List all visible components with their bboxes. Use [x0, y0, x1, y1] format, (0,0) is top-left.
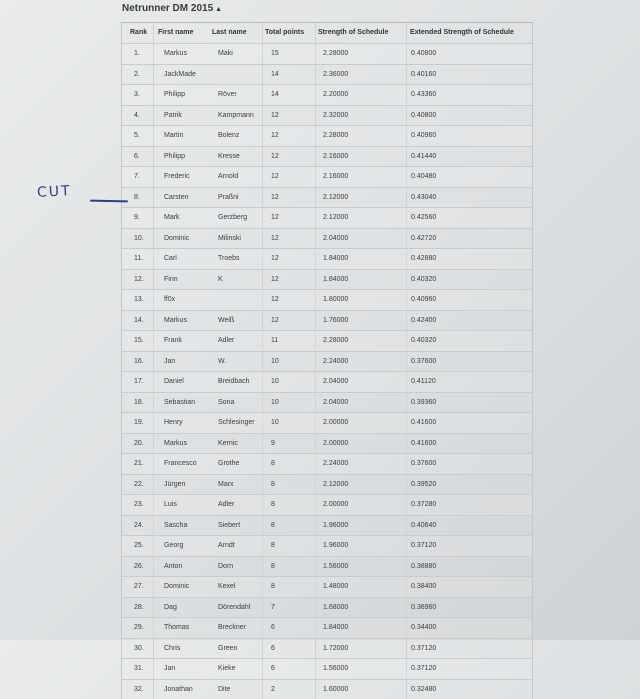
cell-first-name: Philipp	[164, 91, 185, 98]
cell-first-name: Georg	[164, 542, 183, 549]
cell-total-points: 8	[271, 481, 275, 488]
cell-extended-strength: 0.43040	[411, 194, 436, 201]
cell-total-points: 7	[271, 604, 275, 611]
table-row	[122, 638, 532, 659]
cell-first-name: Markus	[164, 317, 187, 324]
cell-extended-strength: 0.37120	[411, 645, 436, 652]
cell-last-name: Kernic	[218, 440, 238, 447]
cell-rank: 10.	[134, 235, 144, 242]
table-row	[122, 515, 532, 536]
cell-extended-strength: 0.40160	[411, 71, 436, 78]
cell-rank: 13.	[134, 296, 144, 303]
cell-first-name: Jan	[164, 665, 175, 672]
cell-total-points: 8	[271, 460, 275, 467]
cell-rank: 6.	[134, 153, 140, 160]
cell-rank: 1.	[134, 50, 140, 57]
cell-rank: 9.	[134, 214, 140, 221]
cell-strength-of-schedule: 2.24000	[323, 460, 348, 467]
table-row	[122, 453, 532, 474]
cell-rank: 18.	[134, 399, 144, 406]
cell-last-name: Kieke	[218, 665, 236, 672]
cell-total-points: 10	[271, 399, 279, 406]
cell-extended-strength: 0.42720	[411, 235, 436, 242]
cell-first-name: Dominic	[164, 583, 189, 590]
handwritten-cut-note: CUT	[37, 183, 72, 201]
cell-extended-strength: 0.36960	[411, 604, 436, 611]
cell-strength-of-schedule: 2.00000	[323, 440, 348, 447]
cell-extended-strength: 0.41600	[411, 440, 436, 447]
cell-strength-of-schedule: 1.84000	[323, 255, 348, 262]
cell-last-name: Dorn	[218, 563, 233, 570]
cell-strength-of-schedule: 1.96000	[323, 522, 348, 529]
table-row	[122, 187, 532, 208]
cell-extended-strength: 0.37600	[411, 460, 436, 467]
cell-extended-strength: 0.40640	[411, 522, 436, 529]
cell-rank: 14.	[134, 317, 144, 324]
cell-first-name: Dominic	[164, 235, 189, 242]
cell-total-points: 12	[271, 276, 279, 283]
cell-first-name: Markus	[164, 50, 187, 57]
table-row	[122, 84, 532, 105]
title-text: Netrunner DM 2015	[122, 3, 213, 14]
cell-strength-of-schedule: 2.00000	[323, 501, 348, 508]
cell-extended-strength: 0.37120	[411, 542, 436, 549]
cell-total-points: 12	[271, 194, 279, 201]
cell-extended-strength: 0.42880	[411, 255, 436, 262]
cell-rank: 24.	[134, 522, 144, 529]
cell-rank: 27.	[134, 583, 144, 590]
cell-total-points: 6	[271, 624, 275, 631]
cell-strength-of-schedule: 2.04000	[323, 399, 348, 406]
cell-strength-of-schedule: 1.56000	[323, 665, 348, 672]
cell-strength-of-schedule: 2.12000	[323, 194, 348, 201]
cell-total-points: 12	[271, 173, 279, 180]
cell-last-name: Dörendahl	[218, 604, 250, 611]
handwritten-arrow-line	[90, 200, 128, 203]
cell-last-name: Arnold	[218, 173, 238, 180]
cell-total-points: 11	[271, 337, 278, 344]
cell-extended-strength: 0.40800	[411, 50, 436, 57]
table-row	[122, 597, 532, 618]
cell-strength-of-schedule: 2.04000	[323, 235, 348, 242]
cell-last-name: Milinski	[218, 235, 241, 242]
cell-first-name: Jan	[164, 358, 175, 365]
cell-last-name: Grothe	[218, 460, 239, 467]
cell-first-name: Dag	[164, 604, 177, 611]
cell-rank: 5.	[134, 132, 140, 139]
cell-total-points: 8	[271, 501, 275, 508]
header-last-name: Last name	[212, 29, 247, 36]
cell-first-name: Mark	[164, 214, 180, 221]
cell-first-name: Luis	[164, 501, 177, 508]
cell-rank: 8.	[134, 194, 140, 201]
cell-strength-of-schedule: 1.72000	[323, 645, 348, 652]
cell-extended-strength: 0.39520	[411, 481, 436, 488]
cell-strength-of-schedule: 1.76000	[323, 317, 348, 324]
cell-extended-strength: 0.41600	[411, 419, 436, 426]
cell-strength-of-schedule: 2.12000	[323, 214, 348, 221]
cell-rank: 21.	[134, 460, 144, 467]
table-row	[122, 433, 532, 454]
cell-total-points: 12	[271, 317, 279, 324]
cell-rank: 20.	[134, 440, 144, 447]
cell-strength-of-schedule: 1.80000	[323, 296, 348, 303]
cell-last-name: Praßni	[218, 194, 239, 201]
cell-rank: 11.	[134, 255, 143, 262]
cell-first-name: Finn	[164, 276, 178, 283]
cell-strength-of-schedule: 2.12000	[323, 481, 348, 488]
cell-total-points: 6	[271, 665, 275, 672]
cell-last-name: Marx	[218, 481, 234, 488]
cell-total-points: 10	[271, 419, 279, 426]
table-row	[122, 617, 532, 638]
cell-total-points: 8	[271, 542, 275, 549]
table-row	[122, 535, 532, 556]
cell-total-points: 12	[271, 235, 279, 242]
cell-rank: 29.	[134, 624, 144, 631]
table-row	[122, 146, 532, 167]
table-row	[122, 494, 532, 515]
cell-last-name: Breckner	[218, 624, 246, 631]
cell-extended-strength: 0.37600	[411, 358, 436, 365]
cell-total-points: 6	[271, 645, 275, 652]
cell-extended-strength: 0.37120	[411, 665, 436, 672]
cell-total-points: 8	[271, 583, 275, 590]
cell-total-points: 12	[271, 153, 279, 160]
cell-total-points: 14	[271, 91, 279, 98]
cell-strength-of-schedule: 1.84000	[323, 624, 348, 631]
header-first-name: First name	[158, 29, 193, 36]
cell-last-name: Dite	[218, 686, 230, 693]
header-strength-of-schedule: Strength of Schedule	[318, 29, 388, 36]
cell-last-name: Kampmann	[218, 112, 254, 119]
header-total-points: Total points	[265, 29, 304, 36]
cell-last-name: Troebs	[218, 255, 240, 262]
cell-total-points: 8	[271, 522, 275, 529]
cell-rank: 25.	[134, 542, 144, 549]
cell-first-name: Jürgen	[164, 481, 185, 488]
cell-last-name: Kresse	[218, 153, 240, 160]
cell-rank: 31.	[134, 665, 144, 672]
cell-strength-of-schedule: 2.24000	[323, 358, 348, 365]
cell-strength-of-schedule: 1.84000	[323, 276, 348, 283]
cell-rank: 30.	[134, 645, 144, 652]
cell-extended-strength: 0.40320	[411, 337, 436, 344]
cell-strength-of-schedule: 2.00000	[323, 419, 348, 426]
table-row	[122, 412, 532, 433]
table-row	[122, 474, 532, 495]
cell-last-name: Röver	[218, 91, 237, 98]
cell-first-name: Martin	[164, 132, 183, 139]
cell-total-points: 12	[271, 214, 279, 221]
table-row	[122, 310, 532, 331]
cell-total-points: 15	[271, 50, 279, 57]
cell-first-name: Carsten	[164, 194, 189, 201]
cell-strength-of-schedule: 2.28000	[323, 132, 348, 139]
cell-first-name: Sebastian	[164, 399, 195, 406]
table-row	[122, 269, 532, 290]
header-rank: Rank	[130, 29, 147, 36]
cell-rank: 7.	[134, 173, 140, 180]
table-row	[122, 207, 532, 228]
table-row	[122, 556, 532, 577]
cell-strength-of-schedule: 2.28000	[323, 50, 348, 57]
cell-rank: 26.	[134, 563, 144, 570]
cell-first-name: Frederic	[164, 173, 190, 180]
cell-extended-strength: 0.39360	[411, 399, 436, 406]
table-row	[122, 392, 532, 413]
cell-last-name: Siebert	[218, 522, 240, 529]
cell-total-points: 2	[271, 686, 275, 693]
table-row	[122, 351, 532, 372]
cell-first-name: Jonathan	[164, 686, 193, 693]
cell-total-points: 10	[271, 378, 279, 385]
page-title	[122, 3, 222, 14]
cell-rank: 2.	[134, 71, 140, 78]
table-header-row	[122, 23, 532, 43]
cell-extended-strength: 0.40800	[411, 112, 436, 119]
cell-first-name: Frank	[164, 337, 182, 344]
cell-rank: 28.	[134, 604, 144, 611]
cell-last-name: Adler	[218, 337, 234, 344]
cell-strength-of-schedule: 2.28000	[323, 337, 348, 344]
cell-extended-strength: 0.40960	[411, 296, 436, 303]
cell-total-points: 8	[271, 563, 275, 570]
cell-strength-of-schedule: 1.96000	[323, 542, 348, 549]
cell-last-name: Sona	[218, 399, 234, 406]
cell-last-name: Arndt	[218, 542, 235, 549]
table-row	[122, 679, 532, 699]
table-row	[122, 105, 532, 126]
header-extended-strength: Extended Strength of Schedule	[410, 29, 514, 36]
cell-first-name: ff0x	[164, 296, 175, 303]
cell-first-name: JackMade	[164, 71, 196, 78]
cell-first-name: Francesco	[164, 460, 197, 467]
cell-rank: 17.	[134, 378, 144, 385]
cell-strength-of-schedule: 1.56000	[323, 563, 348, 570]
cell-extended-strength: 0.42560	[411, 214, 436, 221]
cell-strength-of-schedule: 1.60000	[323, 686, 348, 693]
cell-strength-of-schedule: 1.68000	[323, 604, 348, 611]
cell-first-name: Carl	[164, 255, 177, 262]
cell-rank: 23.	[134, 501, 144, 508]
standings-table	[121, 22, 533, 699]
cell-rank: 16.	[134, 358, 144, 365]
cell-last-name: Kexel	[218, 583, 236, 590]
table-row	[122, 43, 532, 64]
cell-extended-strength: 0.40960	[411, 132, 436, 139]
table-row	[122, 658, 532, 679]
cell-last-name: Green	[218, 645, 237, 652]
cell-first-name: Chris	[164, 645, 180, 652]
cell-total-points: 12	[271, 112, 279, 119]
table-row	[122, 371, 532, 392]
cell-strength-of-schedule: 2.16000	[323, 173, 348, 180]
cell-first-name: Henry	[164, 419, 183, 426]
cell-rank: 4.	[134, 112, 140, 119]
cell-extended-strength: 0.38400	[411, 583, 436, 590]
cell-total-points: 10	[271, 358, 279, 365]
cell-total-points: 12	[271, 296, 279, 303]
cell-extended-strength: 0.41120	[411, 378, 436, 385]
cell-first-name: Markus	[164, 440, 187, 447]
cell-extended-strength: 0.43360	[411, 91, 436, 98]
cell-last-name: Gerzberg	[218, 214, 247, 221]
cell-total-points: 14	[271, 71, 279, 78]
cell-strength-of-schedule: 2.16000	[323, 153, 348, 160]
cell-rank: 19.	[134, 419, 144, 426]
cell-last-name: Maki	[218, 50, 233, 57]
table-row	[122, 228, 532, 249]
cell-extended-strength: 0.40480	[411, 173, 436, 180]
cell-rank: 22.	[134, 481, 144, 488]
cell-first-name: Philipp	[164, 153, 185, 160]
cell-total-points: 12	[271, 132, 279, 139]
cell-strength-of-schedule: 2.32000	[323, 112, 348, 119]
cell-total-points: 12	[271, 255, 279, 262]
cell-rank: 3.	[134, 91, 140, 98]
cell-extended-strength: 0.32480	[411, 686, 436, 693]
table-body	[122, 43, 532, 699]
cell-first-name: Patrik	[164, 112, 182, 119]
cell-strength-of-schedule: 2.04000	[323, 378, 348, 385]
cell-last-name: Weiß	[218, 317, 234, 324]
table-row	[122, 289, 532, 310]
cell-extended-strength: 0.38880	[411, 563, 436, 570]
cell-total-points: 9	[271, 440, 275, 447]
table-row	[122, 330, 532, 351]
table-row	[122, 64, 532, 85]
table-row	[122, 166, 532, 187]
cell-last-name: W.	[218, 358, 226, 365]
cell-extended-strength: 0.34400	[411, 624, 436, 631]
cell-last-name: Schlesinger	[218, 419, 255, 426]
cell-first-name: Daniel	[164, 378, 184, 385]
cell-rank: 32.	[134, 686, 144, 693]
cell-extended-strength: 0.42400	[411, 317, 436, 324]
cell-rank: 15.	[134, 337, 144, 344]
cell-last-name: Bolenz	[218, 132, 239, 139]
cell-first-name: Thomas	[164, 624, 189, 631]
cell-extended-strength: 0.37280	[411, 501, 436, 508]
cell-first-name: Sascha	[164, 522, 187, 529]
cell-last-name: K	[218, 276, 223, 283]
table-row	[122, 248, 532, 269]
sort-caret-icon: ▲	[215, 6, 222, 13]
cell-first-name: Anton	[164, 563, 182, 570]
table-row	[122, 125, 532, 146]
cell-strength-of-schedule: 2.36000	[323, 71, 348, 78]
cell-rank: 12.	[134, 276, 144, 283]
cell-last-name: Adler	[218, 501, 234, 508]
cell-extended-strength: 0.40320	[411, 276, 436, 283]
cell-extended-strength: 0.41440	[411, 153, 436, 160]
cell-last-name: Breidbach	[218, 378, 250, 385]
table-row	[122, 576, 532, 597]
cell-strength-of-schedule: 1.48000	[323, 583, 348, 590]
cell-strength-of-schedule: 2.20000	[323, 91, 348, 98]
